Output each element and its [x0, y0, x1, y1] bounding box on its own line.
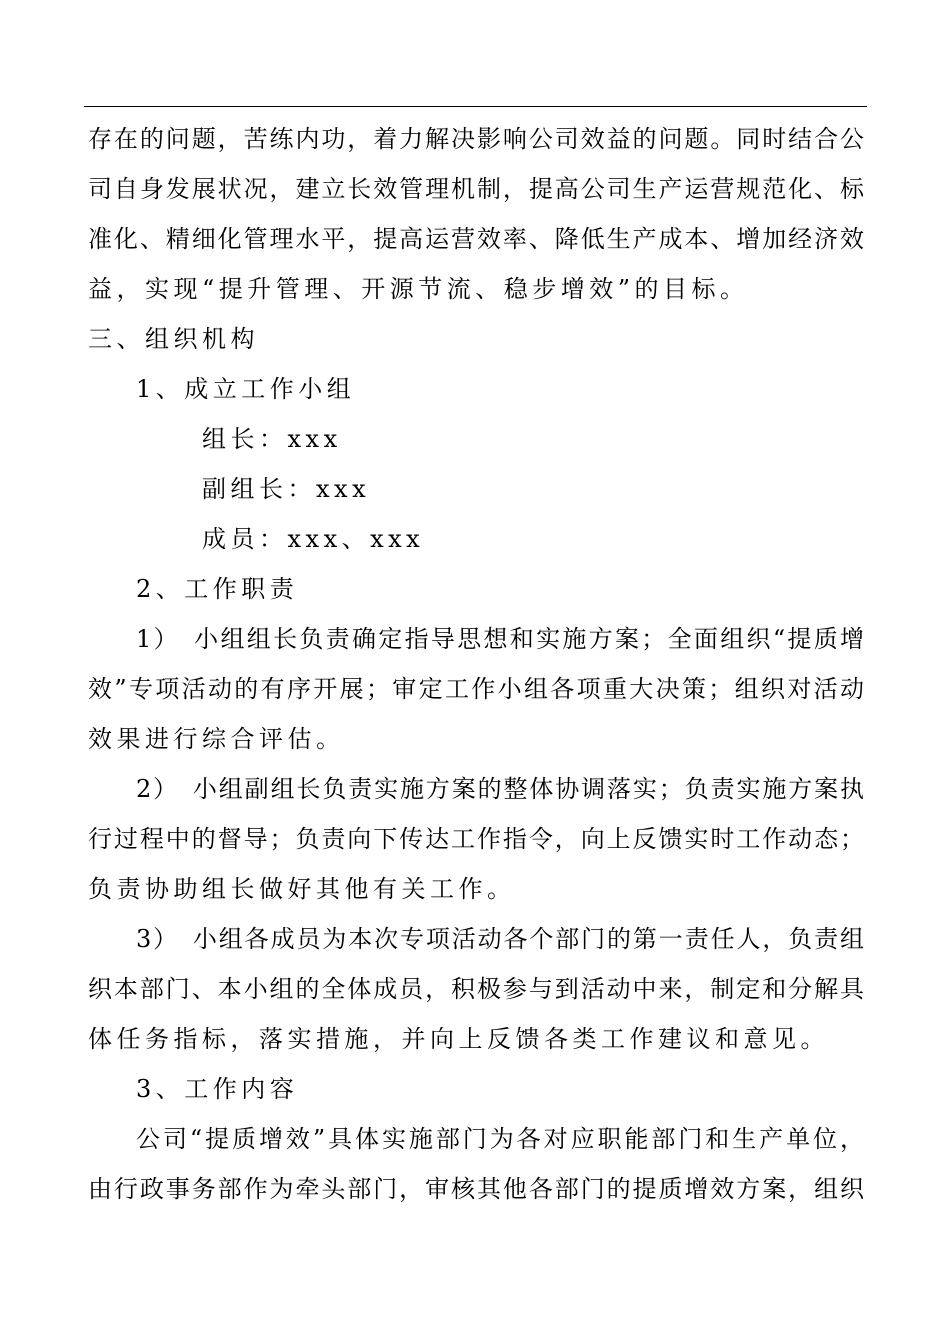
subsection-heading-duties: 2、工作职责 [136, 575, 299, 603]
duty-item-2-line: 负责协助组长做好其他有关工作。 [88, 875, 516, 903]
duty-item-3-line: 织本部门、本小组的全体成员，积极参与到活动中来，制定和分解具 [88, 975, 864, 1003]
duty-item-2-line: 行过程中的督导；负责向下传达工作指令，向上反馈实时工作动态； [88, 825, 864, 853]
content-line: 公司“提质增效”具体实施部门为各对应职能部门和生产单位， [136, 1125, 864, 1153]
duty-item-3-line: 体任务指标，落实措施，并向上反馈各类工作建议和意见。 [88, 1025, 829, 1053]
duty-item-1-line: 1） 小组组长负责确定指导思想和实施方案；全面组织“提质增 [136, 625, 864, 653]
subsection-heading-group: 1、成立工作小组 [136, 375, 356, 403]
intro-line: 益，实现“提升管理、开源节流、稳步增效”的目标。 [88, 275, 749, 303]
intro-line: 准化、精细化管理水平，提高运营效率、降低生产成本、增加经济效 [88, 225, 864, 253]
group-members: 成员：xxx、xxx [202, 525, 425, 553]
document-page [88, 114, 864, 1214]
duty-item-3-line: 3） 小组各成员为本次专项活动各个部门的第一责任人，负责组 [136, 925, 864, 953]
group-deputy: 副组长：xxx [202, 475, 371, 503]
intro-line: 司自身发展状况，建立长效管理机制，提高公司生产运营规范化、标 [88, 175, 864, 203]
group-leader: 组长：xxx [202, 425, 342, 453]
header-rule [84, 106, 867, 107]
content-line: 由行政事务部作为牵头部门，审核其他各部门的提质增效方案，组织 [88, 1175, 864, 1203]
subsection-heading-content: 3、工作内容 [136, 1075, 299, 1103]
duty-item-1-line: 效”专项活动的有序开展；审定工作小组各项重大决策；组织对活动 [88, 675, 864, 703]
duty-item-1-line: 效果进行综合评估。 [88, 725, 345, 753]
intro-line: 存在的问题，苦练内功，着力解决影响公司效益的问题。同时结合公 [88, 125, 864, 153]
duty-item-2-line: 2） 小组副组长负责实施方案的整体协调落实；负责实施方案执 [136, 775, 864, 803]
section-heading: 三、组织机构 [88, 325, 259, 353]
